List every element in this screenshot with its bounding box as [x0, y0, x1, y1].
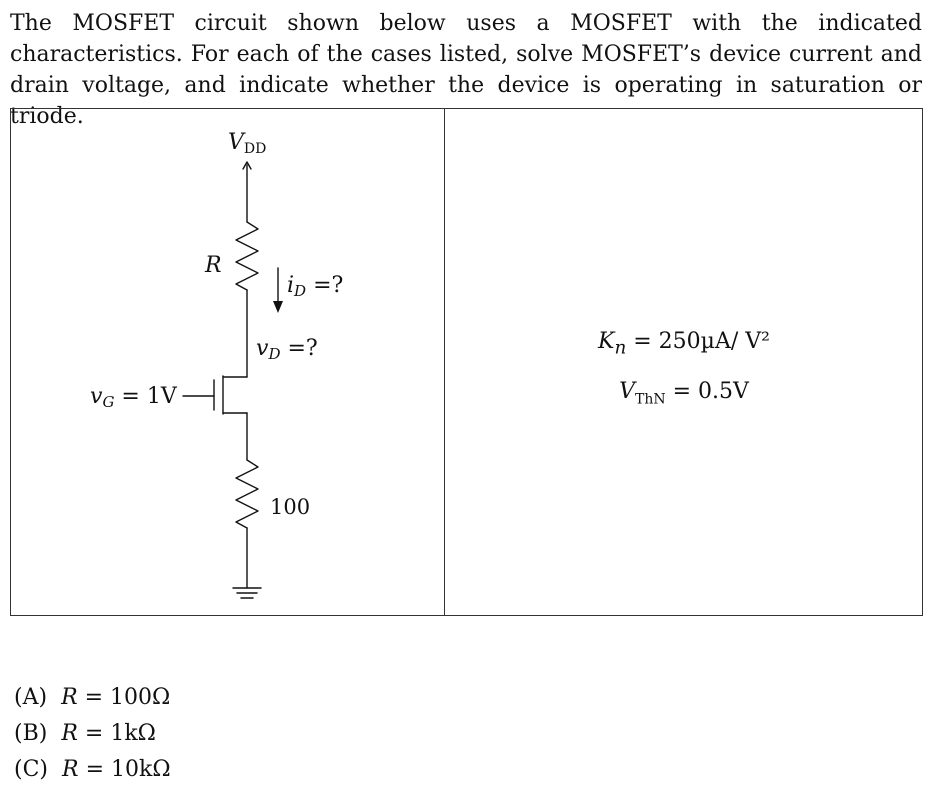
device-parameters: [445, 320, 923, 422]
resistor-r-label: R: [205, 253, 222, 278]
case-label: (C): [14, 757, 48, 782]
resistor-r-symbol: [236, 222, 258, 290]
case-label: (B): [14, 721, 48, 746]
drain-current-label: iD =?: [287, 273, 344, 300]
case-value: = 10kΩ: [78, 757, 171, 782]
vth-parameter: [445, 370, 923, 421]
case-item-a: [14, 680, 171, 716]
case-variable: R: [61, 721, 78, 746]
kn-subscript: n: [614, 337, 627, 359]
case-item-b: [14, 716, 171, 752]
case-item-c: [14, 752, 171, 788]
gate-voltage-label: vG = 1V: [90, 384, 177, 411]
drain-voltage-label: vD =?: [256, 336, 318, 363]
kn-symbol: K: [598, 329, 615, 354]
resistor-100-symbol: [236, 460, 258, 528]
kn-parameter: [445, 320, 923, 370]
case-list: [14, 680, 171, 788]
vth-value: = 0.5V: [665, 379, 749, 405]
case-label: (A): [14, 685, 48, 710]
case-variable: R: [62, 757, 79, 782]
problem-statement: The MOSFET circuit shown below uses a MOSFET with the indicated characteristics. For each of the cases listed, solve MOSFET’s device current and drain voltage, and indicate whether the device is operating in saturation or triode.: [10, 11, 922, 129]
case-value: = 1kΩ: [77, 721, 156, 746]
vth-subscript: ThN: [634, 391, 666, 408]
case-variable: R: [61, 685, 78, 710]
source-resistor-label: 100: [270, 495, 311, 519]
vth-symbol: V: [619, 379, 635, 405]
case-value: = 100Ω: [77, 685, 171, 710]
vdd-label: VDD: [228, 130, 267, 157]
current-arrow-icon: [273, 301, 283, 313]
kn-value: = 250µA/ V²: [626, 329, 770, 354]
